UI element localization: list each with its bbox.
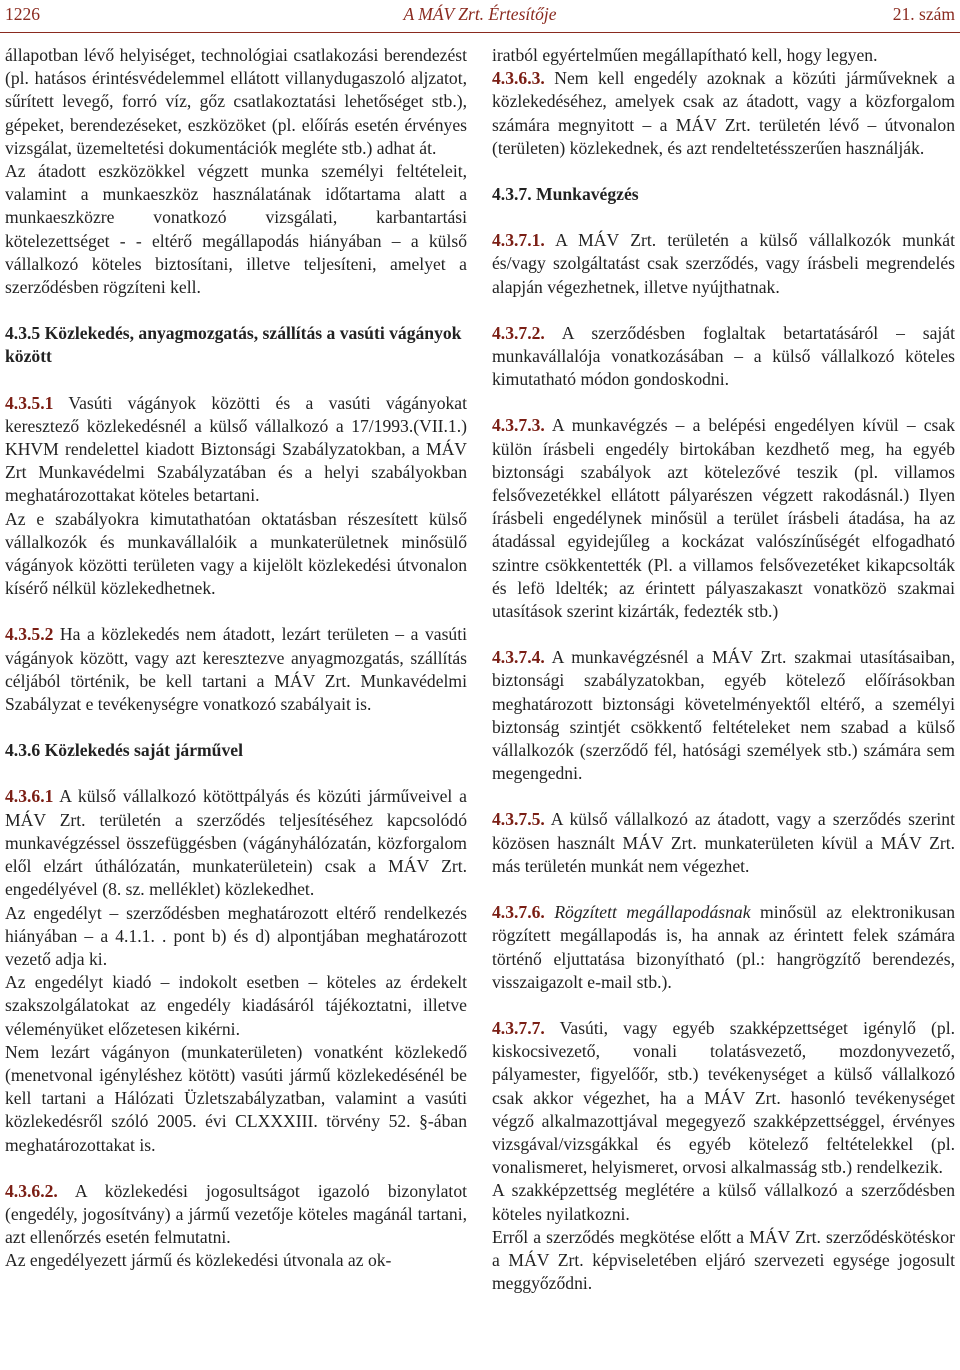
clause-number: 4.3.6.3. [492, 68, 545, 89]
clause-text: A szerződésben foglaltak betartatásáról – saját munkavállalója vonatkozásában – a külső vállalkozó köteles kimutatható módon gondoskodni. [492, 322, 955, 390]
left-column [5, 44, 467, 1273]
clause-number: 4.3.5.2 [5, 624, 54, 645]
paragraph: Erről a szerződés megkötése előtt a MÁV Zrt. szerződéskötéskor a MÁV Zrt. képviseletében eljáró szervezeti egysége jogosult meggyőződni. [492, 1226, 955, 1294]
paragraph-4-3-7-6 [492, 901, 955, 994]
paragraph-4-3-7-4 [492, 646, 955, 785]
clause-number: 4.3.7.7. [492, 1017, 545, 1038]
clause-number: 4.3.6.2. [5, 1180, 58, 1201]
paragraph-4-3-7-1 [492, 229, 955, 299]
paragraph-4-3-6-2 [5, 1180, 467, 1250]
paragraph: állapotban lévő helyiséget, technológiai csatlakozási berendezést (pl. hatásos érintésvédelemmel ellátott villanydugaszoló aljzatot, sűrített levegő, forró víz, gőz csatlakoztatási lehetőséget stb.), gépeket, berendezéseket, eszközöket (pl. előírás esetén érvényes vizsgálat, üzemeltetési dokumentációk megléte stb.) adhat át. [5, 45, 467, 158]
paragraph: Nem lezárt vágányon (munkaterületen) vonatként közlekedő (menetvonal igényléshez kötött) vasúti jármű közlekedésénél be kell tartani a Hálózati Üzletszabályzatban, valamint a vasúti közlekedésről szóló 2005. évi CLXXXIII. törvény 52. §-ában meghatározottakat is. [5, 1041, 467, 1155]
running-header [0, 0, 960, 34]
clause-text: Ha a közlekedés nem átadott, lezárt területen – a vasúti vágányok között, vagy azt keresztezve anyagmozgatás, szállítás céljából történik, be kell tartani a MÁV Zrt. Munkavédelmi Szabályzat e tevékenységre vonatkozó szabályait is. [5, 624, 467, 715]
clause-text: A munkavégzésnél a MÁV Zrt. szakmai utasításaiban, biztonsági szabályzatokban, egyéb kötelező előírásokban meghatározott biztonsági követelményektől eltérő, a személyi biztonság szintjét csökkentő feltételeket nem szabad a külső vállalkozók (szerződő fél, hatósági személyek stb.) számára sem megengedni. [492, 647, 955, 784]
clause-text: A külső vállalkozó az átadott, vagy a szerződés szerint közösen használt MÁV Zrt. munkaterületen kívül a MÁV Zrt. más területén munkát nem végezhet. [492, 809, 955, 876]
paragraph-4-3-7-7 [492, 1017, 955, 1179]
clause-text: A MÁV Zrt. területén a külső vállalkozók munkát és/vagy szolgáltatást csak szerződés, vagy írásbeli megrendelés alapján végezhetnek, illetve nyújthatnak. [492, 230, 955, 297]
section-heading-4-3-7: 4.3.7. Munkavégzés [492, 184, 639, 205]
paragraph-4-3-5-1 [5, 392, 467, 508]
clause-number: 4.3.7.3. [492, 415, 545, 436]
paragraph: iratból egyértelműen megállapítható kell, hogy legyen. [492, 45, 878, 65]
paragraph: Az átadott eszközökkel végzett munka személyi feltételeit, valamint a munkaeszköz használatának időtartama alatt a munkaeszközre vonatkozó vizsgálati, karbantartási kötelezettséget - - eltérő megállapodás hiányában – a külső vállalkozó köteles biztosítani, illetve teljesíteni, amelyet a szerződésben rögzíteni kell. [5, 161, 467, 298]
journal-title: A MÁV Zrt. Értesítője [403, 4, 557, 24]
paragraph-4-3-5-2 [5, 623, 467, 716]
clause-number: 4.3.7.4. [492, 647, 545, 668]
paragraph-4-3-7-2 [492, 322, 955, 392]
paragraph-4-3-6-3 [492, 67, 955, 160]
section-heading-4-3-6: 4.3.6 Közlekedés saját járművel [5, 740, 243, 761]
clause-number: 4.3.7.5. [492, 809, 545, 830]
clause-text: Vasúti vágányok közötti és a vasúti vágányokat keresztező közlekedésnél a külső vállalkozó a 17/1993.(VII.1.) KHVM rendelettel kiadott Biztonsági Szabályzatokban, a MÁV Zrt Munkavédelmi Szabályzatában és a helyi szabályokban meghatározottakat köteles betartani. [5, 392, 467, 506]
paragraph: Az e szabályokra kimutathatóan oktatásban részesített külső vállalkozók és munkavállalóik a munkaterületnek minősülő vágányok közötti területen vagy a kijelölt közlekedési útvonalon kísérő nélkül közlekedhetnek. [5, 508, 467, 599]
clause-text: A munkavégzés – a belépési engedélyen kívül – csak külön írásbeli engedély birtokában kezdhető meg, ha egyéb biztonsági szabályok azt kötelezővé teszik (pl. villamos felsővezetékkel ellátott pályarészen végzett rakodásnál.) Ilyen írásbeli engedélynek minősül a terület írásbeli átadása, ha az átadással egyidejűleg a kockázat valószínűségét elfogadható szintre csökkentették (Pl. a villamos felsővezetéket kikapcsolták és lefö ldelték; az érintett pályaszakaszt vonatközö szakmai utasítások szerint kizárták, fedezték stb.) [492, 415, 955, 622]
paragraph: A szakképzettség meglétére a külső vállalkozó a szerződésben köteles nyilatkozni. [492, 1180, 955, 1224]
emphasized-term: Rögzített megállapodásnak [554, 902, 751, 923]
right-column [492, 44, 955, 1295]
clause-text: minősül az elektronikusan rögzített megállapodás is, ha annak az érintett felek számára történő eljuttatása bizonyítható (pl.: hangrögzítő berendezés, visszaigazolt e-mail stb.). [492, 902, 955, 992]
page-number: 1226 [5, 4, 40, 24]
clause-number: 4.3.7.1. [492, 230, 545, 251]
issue-number: 21. szám [892, 4, 955, 24]
paragraph-4-3-6-1 [5, 785, 467, 901]
header-rule [0, 32, 960, 33]
paragraph-4-3-7-3 [492, 414, 955, 623]
paragraph: Az engedélyt kiadó – indokolt esetben – köteles az érdekelt szakszolgálatokat az engedély kiadásáról tájékoztatni, illetve véleményüket előzetesen kikérni. [5, 972, 467, 1039]
clause-text: A közlekedési jogosultságot igazoló bizonylatot (engedély, jogosítvány) a jármű vezetője köteles magánál tartani, azt ellenőrzés esetén felmutatni. [5, 1180, 467, 1248]
clause-number: 4.3.7.2. [492, 322, 545, 343]
paragraph: Az engedélyt – szerződésben meghatározott eltérő rendelkezés hiányában – a 4.1.1. . pont b) és d) alpontjában meghatározott vezető adja ki. [5, 902, 467, 969]
section-heading-4-3-5: 4.3.5 Közlekedés, anyagmozgatás, szállítás a vasúti vágányok között [5, 323, 462, 367]
clause-number: 4.3.5.1 [5, 392, 54, 413]
paragraph: Az engedélyezett jármű és közlekedési útvonala az ok- [5, 1250, 392, 1271]
clause-text: Vasúti, vagy egyéb szakképzettséget igénylő (pl. kiskocsivezető, vonali tolatásvezető, mozdonyvezető, pályamester, figyelőőr, stb.) tevékenységet a külső vállalkozó csak akkor végezhet, ha a MÁV Zrt. hasonló tevékenységet végző alkalmazottjával megegyező szakképzettséggel, érvényes vizsgával/vizsgákkal és egyéb kötelező feltételekkel (pl. vonalismeret, helyismeret, orvosi alkalmasság stb.) rendelkezik. [492, 1017, 955, 1178]
clause-text: A külső vállalkozó kötöttpályás és közúti járművеivel a MÁV Zrt. területén a szerződés teljesítéséhez kapcsolódó munkavégzéssel összefüggésben (vágányhálózatán, közforgalom elől elzárt úthálózatán, munkaterületein) csak a MÁV Zrt. engedélyével (8. sz. melléklet) közlekedhet. [5, 786, 467, 900]
clause-number: 4.3.6.1 [5, 786, 54, 807]
clause-text: Nem kell engedély azoknak a közúti járműveknek a közlekedéséhez, amelyek csak az átadott, vagy a közforgalom számára megnyitott – a MÁV Zrt. területén lévő – útvonalon (területen) közlekednek, és azt rendeltetésszerűen használják. [492, 68, 955, 158]
clause-number: 4.3.7.6. [492, 902, 545, 923]
paragraph-4-3-7-5 [492, 808, 955, 878]
